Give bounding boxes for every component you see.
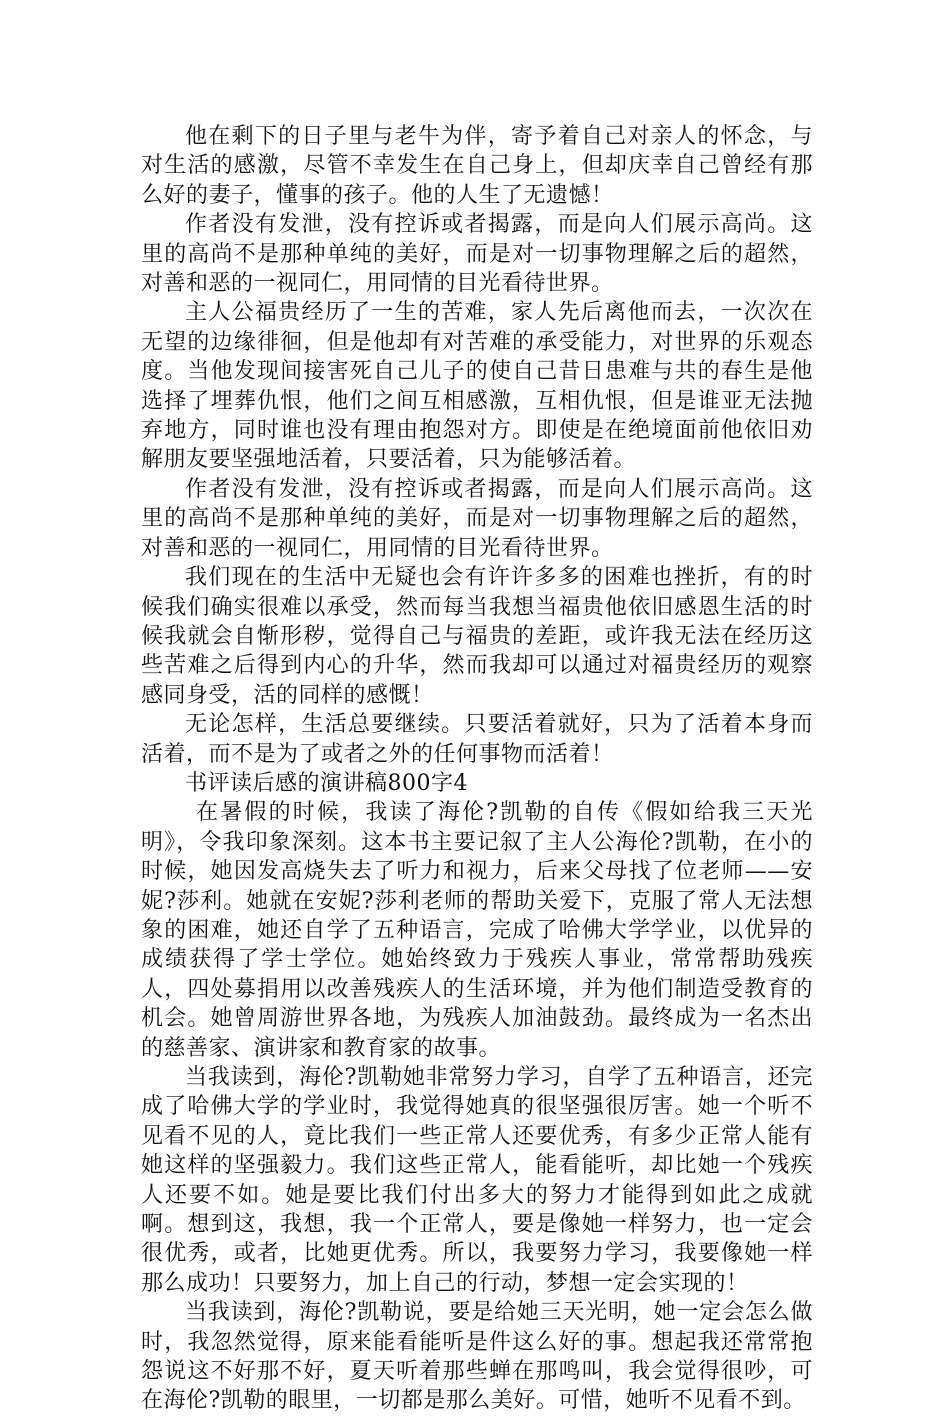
paragraph-1: 他在剩下的日子里与老牛为伴，寄予着自己对亲人的怀念，与对生活的感激，尽管不幸发生在自己身上，但却庆幸自己曾经有那么好的妻子，懂事的孩子。他的人生了无遗憾！ <box>141 124 813 208</box>
paragraph-5: 我们现在的生活中无疑也会有许许多多的困难也挫折，有的时候我们确实很难以承受，然而每当我想当福贵他依旧感恩生活的时候我就会自惭形秽，觉得自己与福贵的差距，或许我无法在经历这些苦难之后得到内心的升华，然而我却可以通过对福贵经历的观察感同身受，活的同样的感慨！ <box>141 565 813 708</box>
paragraph-7: 在暑假的时候，我读了海伦?凯勒的自传《假如给我三天光明》，令我印象深刻。这本书主要记叙了主人公海伦?凯勒，在小的时候，她因发高烧失去了听力和视力，后来父母找了位老师——安妮?莎利。她就在安妮?莎利老师的帮助关爱下，克服了常人无法想象的困难，她还自学了五种语言，完成了哈佛大学学业，以优异的成绩获得了学士学位。她始终致力于残疾人事业，常常帮助残疾人，四处募捐用以改善残疾人的生活环境，并为他们制造受教育的机会。她曾周游世界各地，为残疾人加油鼓劲。最终成为一名杰出的慈善家、演讲家和教育家的故事。 <box>141 800 813 1061</box>
paragraph-3: 主人公福贵经历了一生的苦难，家人先后离他而去，一次次在无望的边缘徘徊，但是他却有对苦难的承受能力，对世界的乐观态度。当他发现间接害死自己儿子的使自己昔日患难与共的春生是他选择了埋葬仇恨，他们之间互相感激，互相仇恨，但是谁亚无法抛弃地方，同时谁也没有理由抱怨对方。即使是在绝境面前他依旧劝解朋友要坚强地活着，只要活着，只为能够活着。 <box>141 300 813 473</box>
paragraph-2: 作者没有发泄，没有控诉或者揭露，而是向人们展示高尚。这里的高尚不是那种单纯的美好，而是对一切事物理解之后的超然，对善和恶的一视同仁，用同情的目光看待世界。 <box>141 212 813 297</box>
section-heading: 书评读后感的演讲稿800字4 <box>185 770 468 796</box>
paragraph-8: 当我读到，海伦?凯勒她非常努力学习，自学了五种语言，还完成了哈佛大学的学业时，我觉得她真的很坚强很厉害。她一个听不见看不见的人，竟比我们一些正常人还要优秀，有多少正常人能有她这样的坚强毅力。我们这些正常人，能看能听，却比她一个残疾人还要不如。她是要比我们付出多大的努力才能得到如此之成就啊。想到这，我想，我一个正常人，要是像她一样努力，也一定会很优秀，或者，比她更优秀。所以，我要努力学习，我要像她一样那么成功！只要努力，加上自己的行动，梦想一定会实现的！ <box>141 1065 813 1296</box>
document-body <box>141 122 813 1416</box>
paragraph-6: 无论怎样，生活总要继续。只要活着就好，只为了活着本身而活着，而不是为了或者之外的任何事物而活着！ <box>141 712 813 767</box>
paragraph-4: 作者没有发泄，没有控诉或者揭露，而是向人们展示高尚。这里的高尚不是那种单纯的美好，而是对一切事物理解之后的超然，对善和恶的一视同仁，用同情的目光看待世界。 <box>141 476 813 561</box>
paragraph-9: 当我读到，海伦?凯勒说，要是给她三天光明，她一定会怎么做时，我忽然觉得，原来能看能听是件这么好的事。想起我还常常抱怨说这不好那不好，夏天听着那些蝉在那鸣叫，我会觉得很吵，可在海伦?凯勒的眼里，一切都是那么美好。可惜，她听不见看不到。 <box>141 1300 813 1414</box>
